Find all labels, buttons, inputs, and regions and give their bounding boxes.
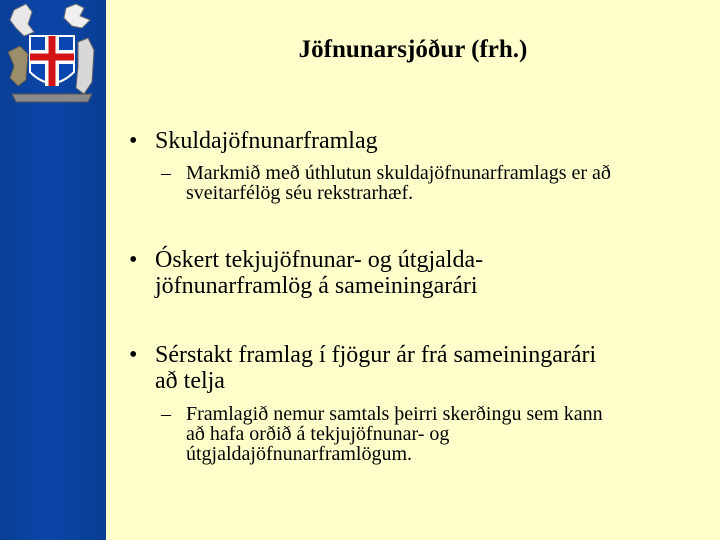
- sub-item-text: Framlagið nemur samtals þeirri skerðingu sem kann að hafa orðið á tekjujöfnunar- og útgjaldajöfnunarframlögum.: [186, 403, 603, 465]
- bullet-item-1: [129, 128, 378, 154]
- bullet-text: Skuldajöfnunarframlag: [155, 128, 378, 154]
- sub-item-2: [161, 403, 603, 465]
- bullet-icon: •: [129, 128, 138, 154]
- coat-of-arms-icon: [4, 2, 100, 106]
- sub-item-1: [161, 162, 611, 204]
- sidebar-band: [0, 0, 106, 540]
- slide-title: Jöfnunarsjóður (frh.): [298, 36, 528, 63]
- bullet-icon: •: [129, 247, 138, 273]
- dash-icon: –: [161, 162, 171, 184]
- dash-icon: –: [161, 403, 171, 425]
- bullet-item-3: [129, 342, 597, 394]
- sub-item-text: Markmið með úthlutun skuldajöfnunarframlags er að sveitarfélög séu rekstrarhæf.: [186, 162, 611, 204]
- bullet-text: Óskert tekjujöfnunar- og útgjalda- jöfnunarframlög á sameiningarári: [155, 247, 484, 299]
- bullet-item-2: [129, 247, 484, 299]
- bullet-text: Sérstakt framlag í fjögur ár frá sameiningarári að telja: [155, 342, 597, 394]
- bullet-icon: •: [129, 342, 138, 368]
